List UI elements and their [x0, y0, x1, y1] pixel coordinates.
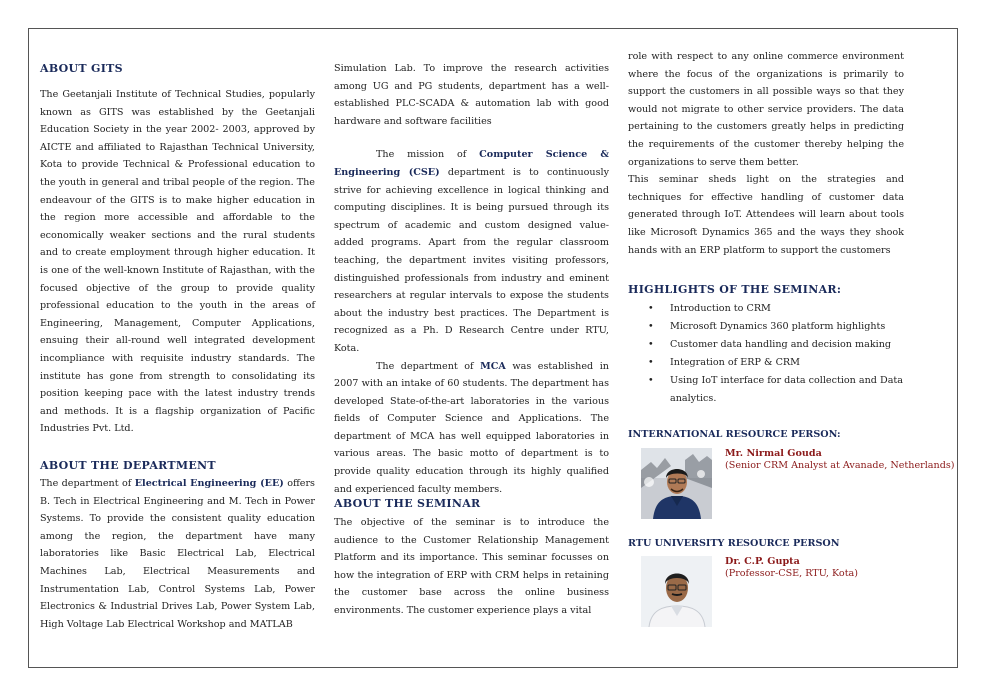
about-gits-heading: ABOUT GITS: [40, 62, 123, 75]
about-seminar-heading: ABOUT THE SEMINAR: [334, 497, 481, 510]
ee-label: Electrical Engineering (EE): [134, 478, 284, 489]
person-photo-icon: [641, 448, 712, 519]
about-department-text: [40, 475, 315, 633]
mca-label: MCA: [480, 360, 506, 372]
list-item: • Microsoft Dynamics 360 platform highlights: [628, 318, 908, 336]
rtu-resource-heading: RTU UNIVERSITY RESOURCE PERSON: [628, 538, 840, 549]
mca-text-end: was established in 2007 with an intake of 60 students. The department has developed State-of-the-art laboratories in the various fields of Computer Science and Applications. The department of MCA has well equipped laboratories in various areas. The basic motto of department is to provide quality education through its highly qualified and experienced faculty members.: [334, 360, 609, 495]
column-middle: [334, 60, 609, 498]
rtu-person-role: (Professor-CSE, RTU, Kota): [725, 568, 859, 579]
list-item: • Integration of ERP & CRM: [628, 354, 908, 372]
list-item: • Introduction to CRM: [628, 300, 908, 318]
cp-gupta-photo: [641, 556, 712, 627]
cse-text-start: The mission of: [376, 149, 480, 161]
dept-text-continued: Simulation Lab. To improve the research activities among UG and PG students, department has a well-established PLC-SCADA & automation lab with good hardware and software facilities: [334, 63, 609, 127]
about-gits-text: The Geetanjali Institute of Technical Studies, popularly known as GITS was established by the Geetanjali Education Society in the year 2002- 2003, approved by AICTE and affiliated to Rajasthan Technical University, Kota to provide Technical & Professional education to the youth in general and tribal people of the region. The endeavour of the GITS is to make higher education in the region more accessible and affordable to the economically weaker sections and the rural students and to create employment through higher education. It is one of the well-known Institute of Rajasthan, with the focused objective of the group to provide quality professional education to the youth in the areas of Engineering, Management, Computer Applications, ensuing their all-round well integrated development incompliance with requisite industry standards. The institute has gone from strength to consolidating its position keeping pace with the latest industry trends and methods. It is a flagship organization of Pacific Industries Pvt. Ltd.: [40, 89, 315, 435]
mca-text-start: The department of: [376, 360, 481, 372]
person-photo-icon: [641, 556, 712, 627]
dept-text-start: The department of: [40, 478, 135, 489]
cse-text-end: department is to continuously strive for achieving excellence in logical thinking and computing disciplines. It is being pursued through its spectrum of academic and custom designed value-added programs. Apart from the regular classroom teaching, the department invites visiting professors, distinguished professionals from industry and eminent researchers at regular intervals to expose the students about the industry best practices. The Department is recognized as a Ph. D Research Centre under RTU, Kota.: [334, 166, 609, 354]
highlights-heading: HIGHLIGHTS OF THE SEMINAR:: [628, 283, 842, 296]
rtu-person-info: [725, 556, 858, 580]
highlights-list: [628, 300, 908, 408]
seminar-text-continued: role with respect to any online commerce environment where the focus of the organizations is primarily to support the customers in all possible ways so that they would not migrate to other service providers. The data pertaining to the customers greatly helps in predicting the requirements of the customer thereby helping the organizations to serve them better.: [628, 51, 904, 168]
about-department-heading: ABOUT THE DEPARTMENT: [40, 459, 216, 472]
nirmal-gouda-photo: [641, 448, 712, 519]
about-seminar-text: The objective of the seminar is to introduce the audience to the Customer Relationship Management Platform and its importance. This seminar focusses on how the integration of ERP with CRM helps in retaining the customer base across the online business environments. The customer experience plays a vital: [334, 517, 609, 616]
list-item: • Using IoT interface for data collection and Data analytics.: [628, 372, 908, 408]
column-right: [628, 48, 904, 259]
list-item: • Customer data handling and decision making: [628, 336, 908, 354]
dept-text-end: offers B. Tech in Electrical Engineering and M. Tech in Power Systems. To provide the consistent quality education among the region, the department have many laboratories like Basic Electrical Lab, Electrical Machines Lab, Electrical Measurements and Instrumentation Lab, Control Systems Lab, Power Electronics & Industrial Drives Lab, Power System Lab, High Voltage Lab Electrical Workshop and MATLAB: [40, 478, 315, 630]
cse-label: Computer Science & Engineering (CSE): [334, 149, 609, 178]
seminar-text-second: This seminar sheds light on the strategies and techniques for effective handling of customer data generated through IoT. Attendees will learn about tools like Microsoft Dynamics 365 and the ways they shook hands with an ERP platform to support the customers: [628, 174, 904, 256]
international-person-name: Mr. Nirmal Gouda: [725, 448, 822, 459]
international-person-info: [725, 448, 955, 472]
mca-paragraph: [334, 358, 609, 499]
cse-paragraph: [334, 146, 609, 357]
rtu-person-name: Dr. C.P. Gupta: [725, 556, 800, 567]
international-resource-heading: INTERNATIONAL RESOURCE PERSON:: [628, 429, 841, 440]
international-person-role: (Senior CRM Analyst at Avanade, Netherlands): [725, 460, 955, 471]
